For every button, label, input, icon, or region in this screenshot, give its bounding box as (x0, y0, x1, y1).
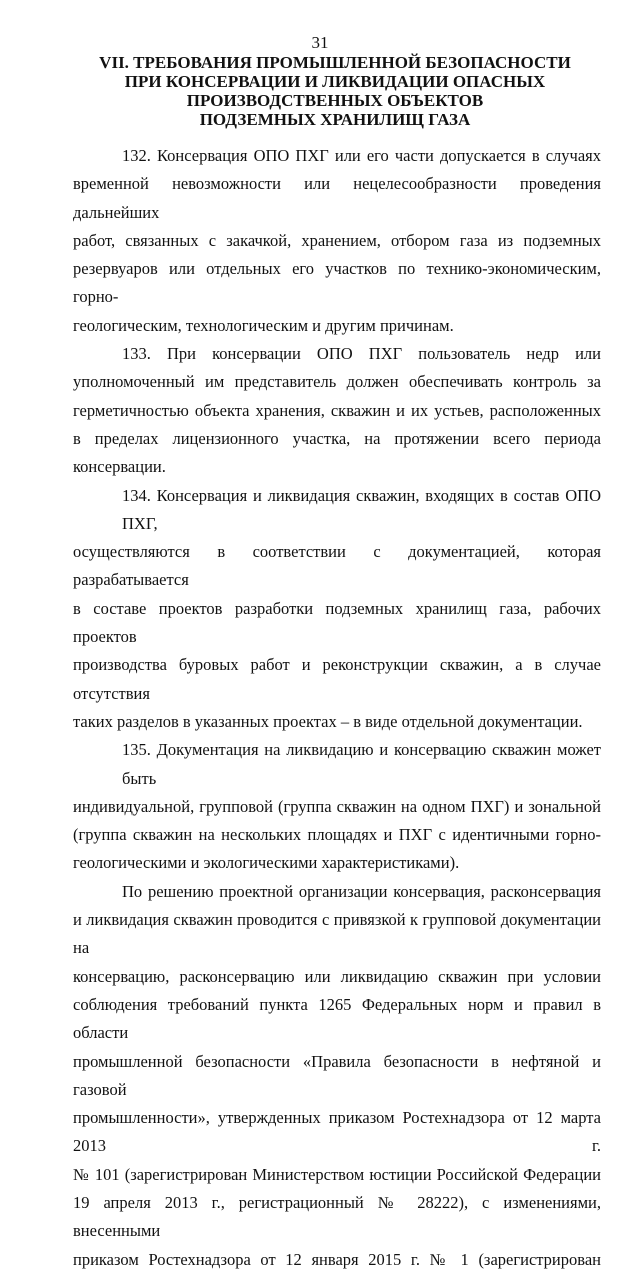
paragraph-134-cont (73, 538, 601, 736)
text-line: 132. Консервация ОПО ПХГ или его части допускается в случаях (122, 146, 601, 165)
text-line: и ликвидация скважин проводится с привязкой к групповой документации на (73, 910, 601, 958)
heading-line: ПРОИЗВОДСТВЕННЫХ ОБЪЕКТОВ (186, 91, 484, 110)
text-line: работ, связанных с закачкой, хранением, отбором газа из подземных (73, 230, 601, 250)
paragraph-132-cont (73, 170, 601, 340)
text-line: в пределах лицензионного участка, на протяжении всего периода консервации. (73, 428, 601, 477)
paragraph-133 (73, 340, 601, 368)
paragraph-135-cont (73, 793, 601, 878)
heading-line: ПРИ КОНСЕРВАЦИИ И ЛИКВИДАЦИИ ОПАСНЫХ (124, 72, 546, 91)
text-line: временной невозможности или нецелесообразности проведения дальнейших (73, 174, 601, 222)
paragraph-decision-cont (73, 906, 601, 1274)
text-line: осуществляются в соответствии с документацией, которая разрабатывается (73, 542, 601, 590)
text-line: индивидуальной, групповой (группа скважин на одном ПХГ) и зональной (73, 796, 601, 816)
text-line: таких разделов в указанных проектах – в виде отдельной документации. (73, 711, 583, 731)
paragraph-132 (73, 142, 601, 170)
text-line: промышленности», утвержденных приказом Ростехнадзора от 12 марта 2013 г. (73, 1108, 601, 1156)
paragraph-134 (73, 482, 601, 539)
paragraph-133-cont (73, 368, 601, 481)
text-line: приказом Ростехнадзора от 12 января 2015 г. № 1 (зарегистрирован (73, 1249, 601, 1269)
text-line: уполномоченный им представитель должен обеспечивать контроль за (73, 372, 601, 392)
text-line: геологическим, технологическим и другим причинам. (73, 315, 454, 335)
text-line: резервуаров или отдельных его участков по технико-экономическим, горно- (73, 259, 601, 307)
text-line: № 101 (зарегистрирован Министерством юстиции Российской Федерации (73, 1164, 601, 1184)
text-line: 134. Консервация и ликвидация скважин, входящих в состав ОПО ПХГ, (122, 485, 601, 533)
text-line: соблюдения требований пункта 1265 Федеральных норм и правил в области (73, 994, 601, 1043)
section-heading (70, 53, 600, 129)
text-line: герметичностью объекта хранения, скважин и их устьев, расположенных (73, 400, 601, 420)
text-line: (группа скважин на нескольких площадях и ПХГ с идентичными горно- (73, 825, 601, 845)
text-line: 19 апреля 2013 г., регистрационный № 28222), с изменениями, внесенными (73, 1192, 601, 1241)
paragraph-decision (73, 878, 601, 906)
heading-line: ПОДЗЕМНЫХ ХРАНИЛИЩ ГАЗА (199, 110, 471, 129)
text-line: в составе проектов разработки подземных хранилищ газа, рабочих проектов (73, 598, 601, 647)
page-number: 31 (311, 33, 329, 52)
text-line: геологическими и экологическими характеристиками). (73, 853, 460, 873)
text-line: консервацию, расконсервацию или ликвидацию скважин при условии (73, 966, 601, 986)
text-line: 133. При консервации ОПО ПХГ пользователь недр или (122, 344, 601, 364)
paragraph-135 (73, 736, 601, 793)
text-line: промышленной безопасности «Правила безопасности в нефтяной и газовой (73, 1051, 601, 1099)
text-line: По решению проектной организации консервация, расконсервация (122, 881, 601, 901)
text-line: 135. Документация на ликвидацию и консервацию скважин может быть (122, 740, 601, 788)
heading-line: VII. ТРЕБОВАНИЯ ПРОМЫШЛЕННОЙ БЕЗОПАСНОСТИ (99, 53, 571, 72)
document-body (73, 142, 601, 1274)
text-line: производства буровых работ и реконструкции скважин, а в случае отсутствия (73, 655, 601, 703)
